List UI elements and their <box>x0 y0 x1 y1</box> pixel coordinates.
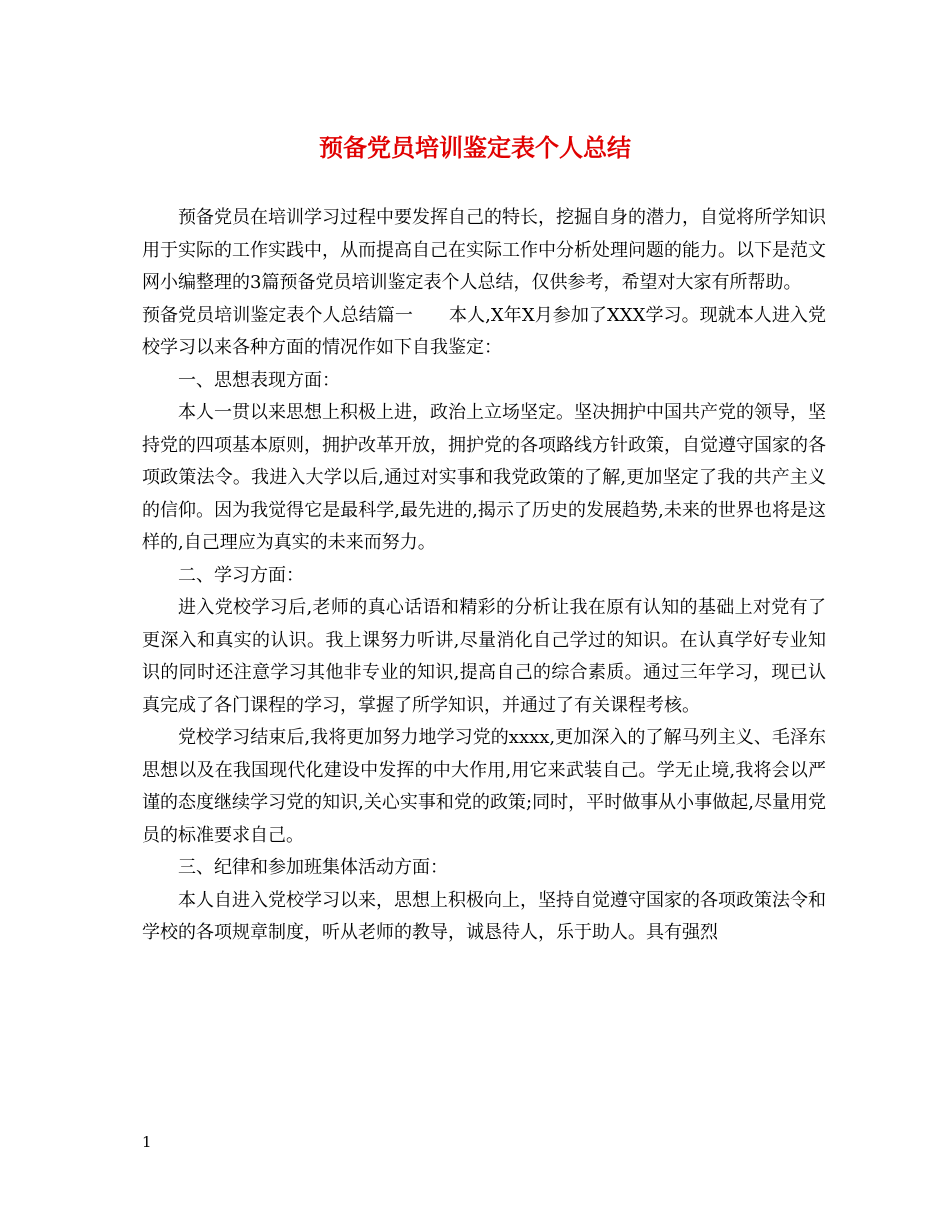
paragraph-ideology: 本人一贯以来思想上积极上进，政治上立场坚定。坚决拥护中国共产党的领导，坚持党的四项基本原则，拥护改革开放，拥护党的各项路线方针政策，自觉遵守国家的各项政策法令。我进入大学以后,通过对实事和我党政策的了解,更加坚定了我的共产主义的信仰。因为我觉得它是最科学,最先进的,揭示了历史的发展趋势,未来的世界也将是这样的,自己理应为真实的未来而努力。 <box>142 402 826 553</box>
page-number: 1 <box>142 1133 152 1151</box>
document-body <box>142 202 826 950</box>
section-heading-study: 二、学习方面： <box>178 564 304 586</box>
paragraph-discipline: 本人自进入党校学习以来，思想上积极向上，坚持自觉遵守国家的各项政策法令和学校的各项规章制度，听从老师的教导，诚恳待人，乐于助人。具有强烈 <box>142 889 826 943</box>
paragraph-after-school: 党校学习结束后,我将更加努力地学习党的xxxx,更加深入的了解马列主义、毛泽东思想以及在我国现代化建设中发挥的中大作用,用它来武装自己。学无止境,我将会以严谨的态度继续学习党的知识,关心实事和党的政策;同时，平时做事从小事做起,尽量用党员的标准要求自己。 <box>142 727 826 846</box>
section-heading-ideology: 一、思想表现方面： <box>178 369 340 391</box>
paragraph-intro: 预备党员在培训学习过程中要发挥自己的特长，挖掘自身的潜力，自觉将所学知识用于实际的工作实践中，从而提高自己在实际工作中分析处理问题的能力。以下是范文网小编整理的3篇预备党员培训鉴定表个人总结，仅供参考，希望对大家有所帮助。 <box>142 207 826 293</box>
paragraph-article-one-opening: 预备党员培训鉴定表个人总结篇一 本人,X年X月参加了XXX学习。现就本人进入党校学习以来各种方面的情况作如下自我鉴定： <box>142 304 826 358</box>
paragraph-study: 进入党校学习后,老师的真心话语和精彩的分析让我在原有认知的基础上对党有了更深入和真实的认识。我上课努力听讲,尽量消化自己学过的知识。在认真学好专业知识的同时还注意学习其他非专业的知识,提高自己的综合素质。通过三年学习，现已认真完成了各门课程的学习，掌握了所学知识，并通过了有关课程考核。 <box>142 597 826 716</box>
document-title: 预备党员培训鉴定表个人总结 <box>319 134 631 162</box>
section-heading-discipline: 三、纪律和参加班集体活动方面： <box>178 857 448 878</box>
